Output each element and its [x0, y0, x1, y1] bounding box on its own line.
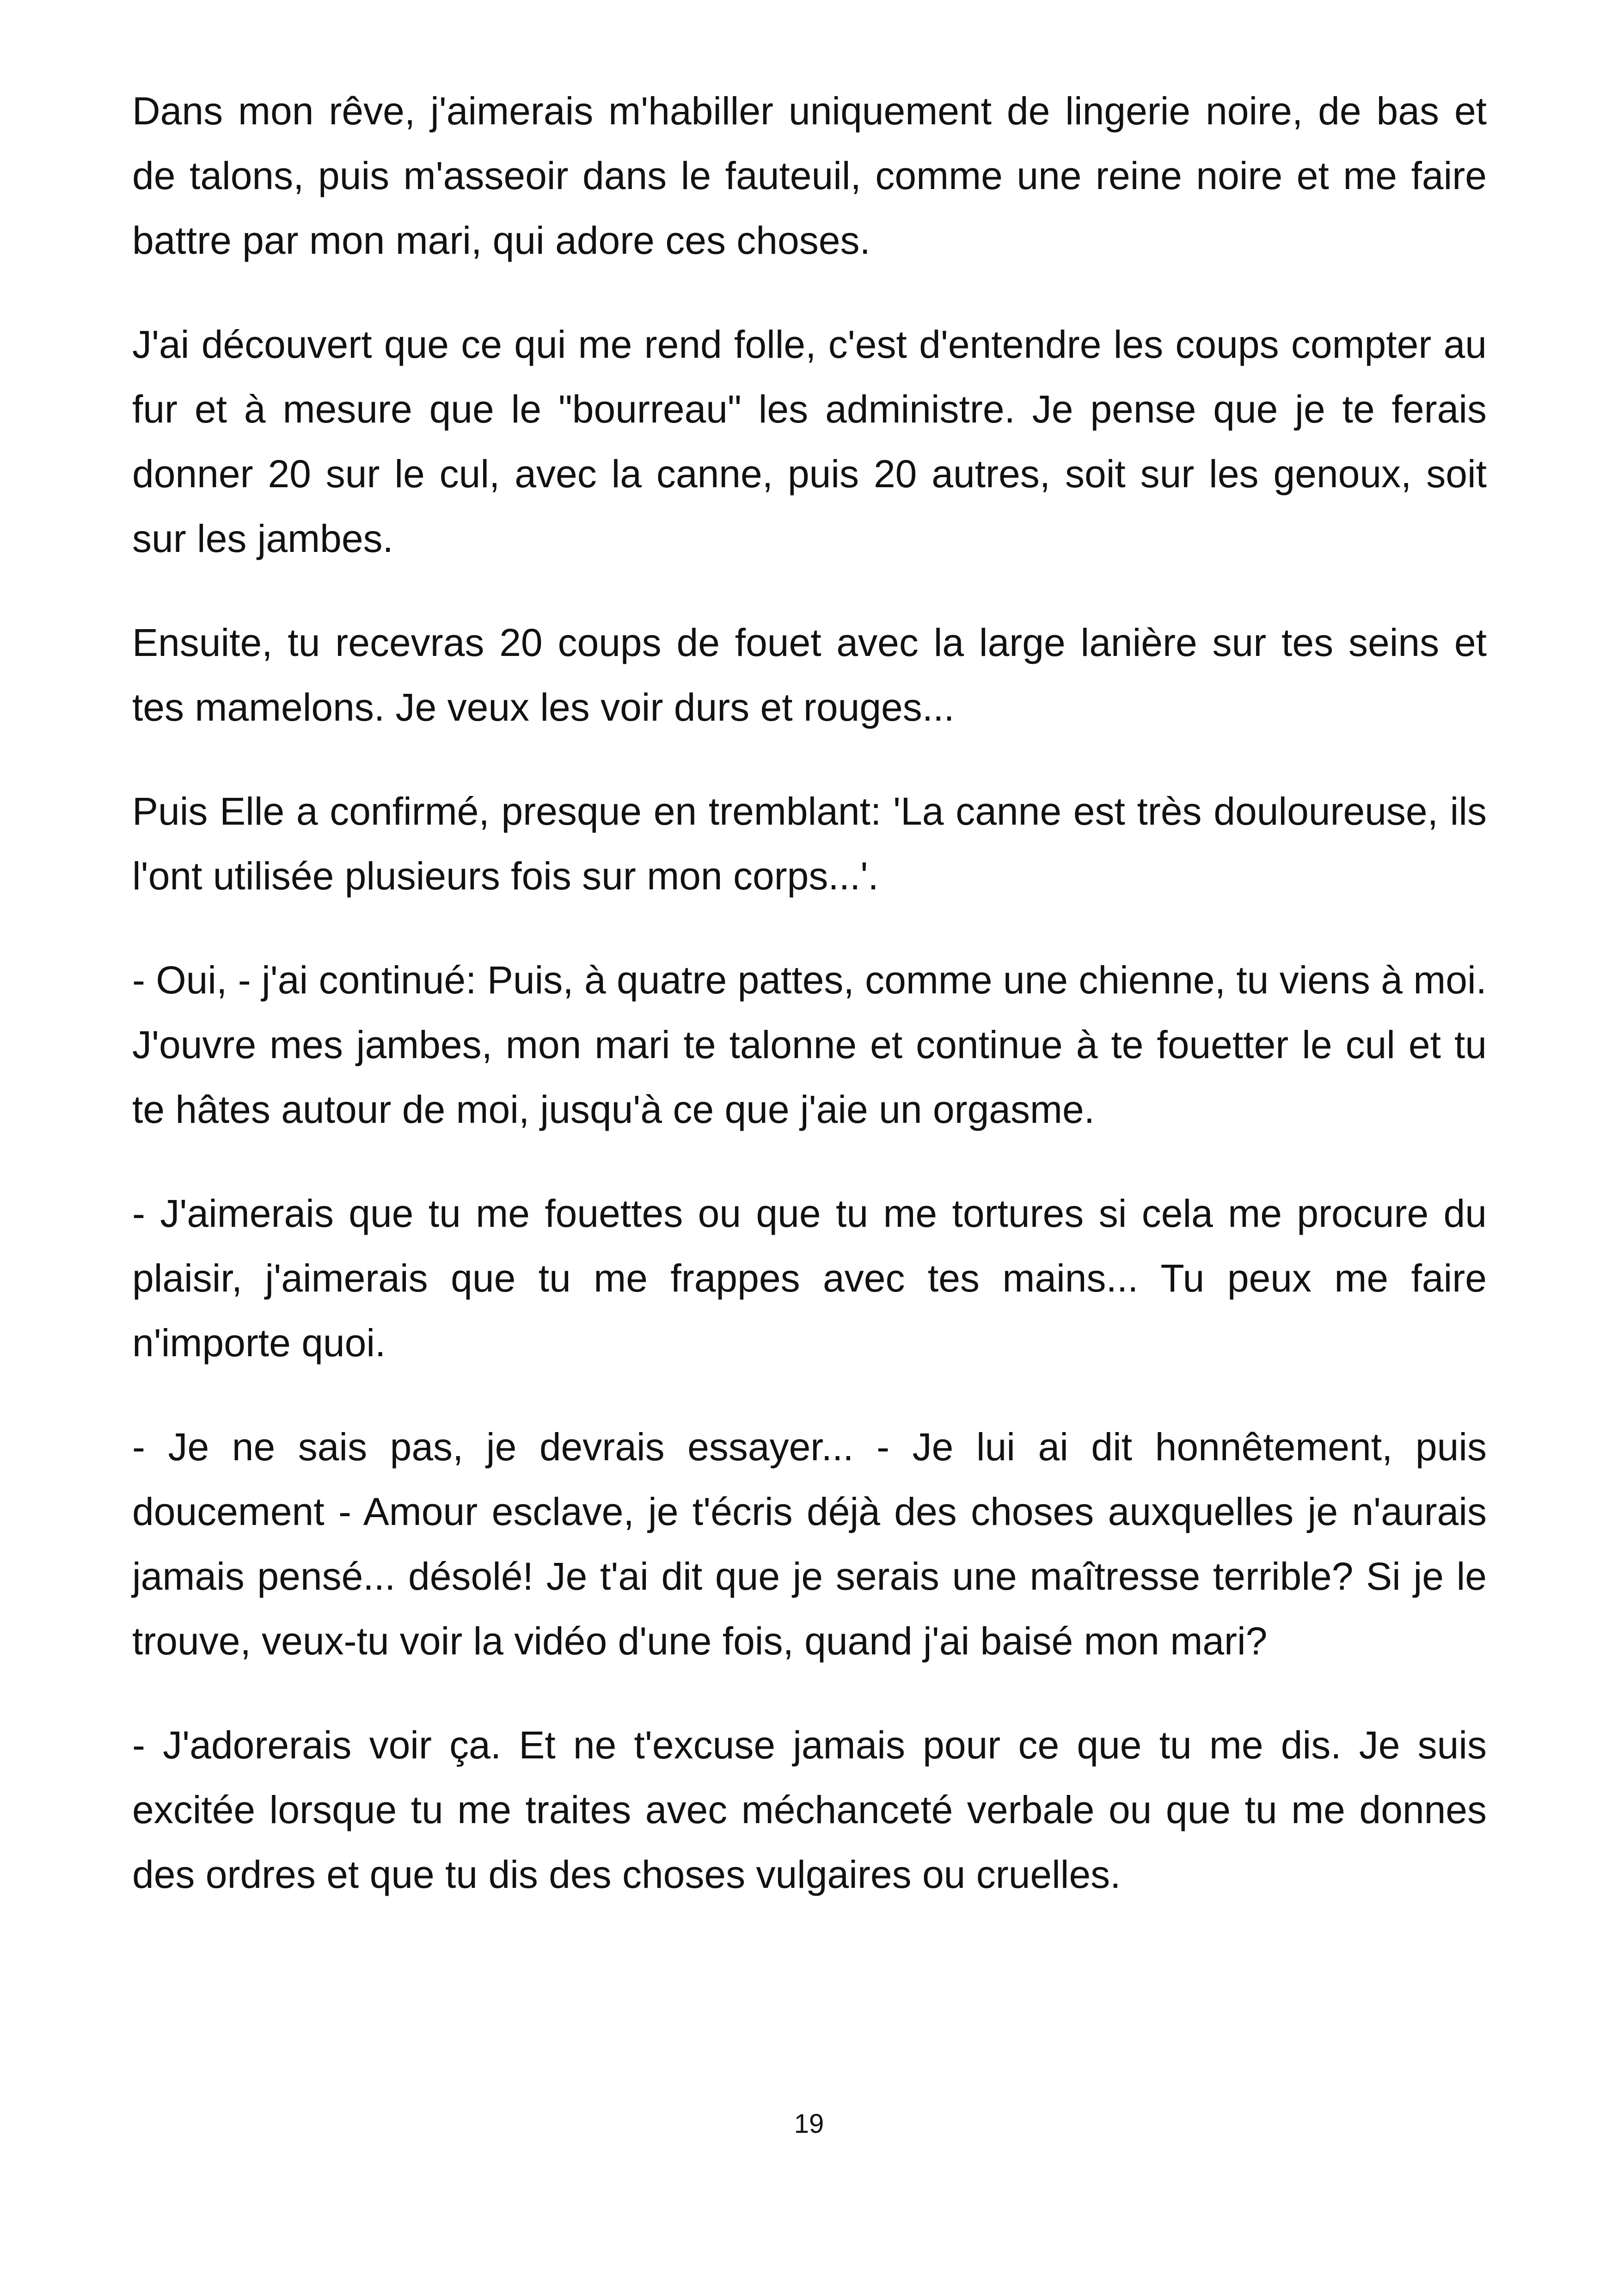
paragraph-4: Puis Elle a confirmé, presque en tremblant: 'La canne est très douloureuse, ils l'ont utilisée plusieurs fois sur mon corps...'.: [132, 790, 1487, 898]
paragraph-3: Ensuite, tu recevras 20 coups de fouet avec la large lanière sur tes seins et tes mamelons. Je veux les voir durs et rouges...: [132, 621, 1487, 729]
paragraph-1: Dans mon rêve, j'aimerais m'habiller uniquement de lingerie noire, de bas et de talons, puis m'asseoir dans le fauteuil, comme une reine noire et me faire battre par mon mari, qui adore ces choses.: [132, 89, 1487, 262]
paragraph-8: - J'adorerais voir ça. Et ne t'excuse jamais pour ce que tu me dis. Je suis excitée lorsque tu me traites avec méchanceté verbale ou que tu me donnes des ordres et que tu dis des choses vulgaires ou cruelles.: [132, 1723, 1487, 1896]
body-text: [132, 79, 1487, 1907]
paragraph-2: J'ai découvert que ce qui me rend folle, c'est d'entendre les coups compter au fur et à mesure que le "bourreau" les administre. Je pense que je te ferais donner 20 sur le cul, avec la canne, puis 20 autres, soit sur les genoux, soit sur les jambes.: [132, 323, 1487, 560]
paragraph-5: - Oui, - j'ai continué: Puis, à quatre pattes, comme une chienne, tu viens à moi. J'ouvre mes jambes, mon mari te talonne et continue à te fouetter le cul et tu te hâtes autour de moi, jusqu'à ce que j'aie un orgasme.: [132, 958, 1487, 1131]
paragraph-6: - J'aimerais que tu me fouettes ou que tu me tortures si cela me procure du plaisir, j'aimerais que tu me frappes avec tes mains... Tu peux me faire n'importe quoi.: [132, 1192, 1487, 1365]
paragraph-7: - Je ne sais pas, je devrais essayer... - Je lui ai dit honnêtement, puis doucement - Amour esclave, je t'écris déjà des choses auxquelles je n'aurais jamais pensé... désolé! Je t'ai dit que je serais une maîtresse terrible? Si je le trouve, veux-tu voir la vidéo d'une fois, quand j'ai baisé mon mari?: [132, 1425, 1487, 1663]
page-number: 19: [794, 2109, 824, 2139]
